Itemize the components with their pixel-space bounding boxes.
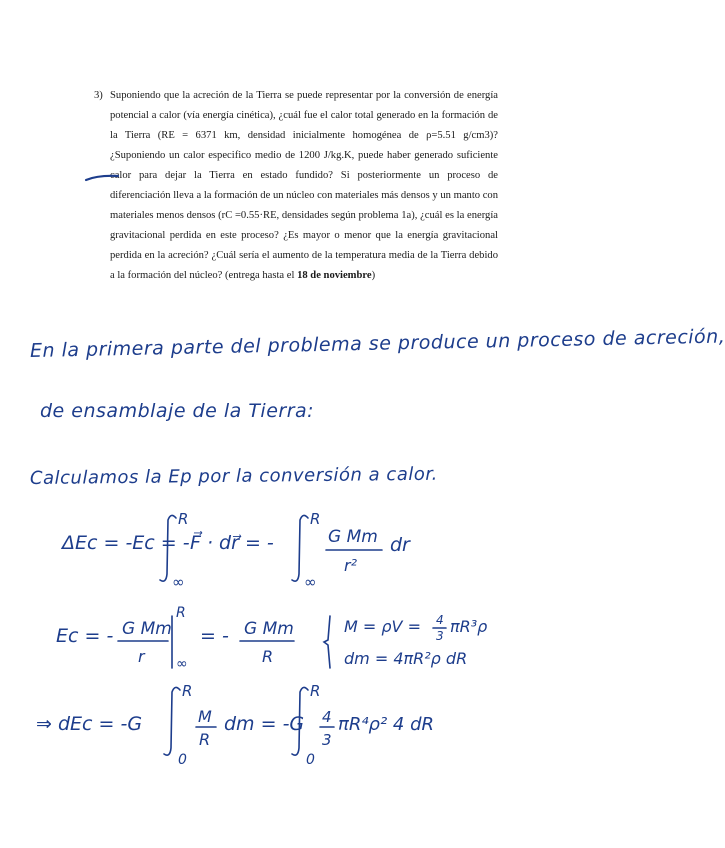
eq3-lhs: ⇒ dEc = -G: [36, 713, 143, 735]
eq2-mass: M = ρV =: [344, 617, 421, 636]
eq2-lower-limit: ∞: [176, 656, 188, 672]
eq2-numerator: G Mm: [122, 619, 172, 639]
eq1-lower-limit: ∞: [172, 573, 185, 591]
eq1-upper-limit-2: R: [310, 510, 321, 528]
problem-number: 3): [94, 90, 103, 101]
problem-main-text: Suponiendo que la acreción de la Tierra se puede representar por la conversión de energía potencial a calor (vía energía cinética), ¿cuál fue el calor total generado en la formación de la Tierra (RE = 6371 km, densidad inicialmente homogénea de ρ=5.51 g/cm3)? ¿Suponiendo un calor especifico medio de 1200 J/kg.K, puede haber generado suficiente calor para dejar la Tierra en estado fundido? Si posteriormente un proceso de diferenciación lleva a la formación de un núcleo con materiales más densos y un manto con materiales menos densos (rC =0.55·RE, densidades según problema 1a), ¿cuál es la energía gravitacional perdida en este proceso? ¿Es mayor o menor que la energía gravitacional perdida en la acreción? ¿Cuál sería el aumento de la temperatura media de la Tierra debido a la formación del núcleo? (entrega hasta el: [110, 90, 499, 281]
eq3-dm: dm = -G: [224, 713, 305, 735]
eq1-denominator: r²: [344, 556, 357, 575]
eq1-lhs: ΔEc = -Ec = -: [62, 532, 190, 554]
eq2-dm: dm = 4πR²ρ dR: [344, 649, 468, 668]
handwritten-line-2: de ensamblaje de la Tierra:: [40, 400, 315, 422]
eq1-dr: dr: [390, 534, 410, 556]
eq3-frac2-num: 4: [322, 708, 332, 726]
eq3-frac2-den: 3: [322, 731, 332, 749]
eq2-lhs: Ec = -: [56, 625, 114, 647]
eq3-lower-limit-2: 0: [306, 752, 315, 768]
eq2-mass-tail: πR³ρ: [450, 617, 488, 636]
handwritten-line-3: Calculamos la Ep por la conversión a calor.: [29, 463, 438, 489]
eq2-upper-limit: R: [176, 605, 186, 621]
eq3-upper-limit: R: [182, 682, 193, 700]
eq3-frac-den: R: [199, 730, 211, 749]
handwritten-line-1: En la primera parte del problema se produce un proceso de acreción,: [29, 325, 725, 362]
eq2-equals: = -: [200, 625, 229, 647]
eq3-tail: πR⁴ρ² 4 dR: [338, 714, 435, 735]
eq3-frac-num: M: [198, 707, 212, 726]
deadline-date: 18 de noviembre: [297, 270, 372, 281]
eq2-rhs-numerator: G Mm: [244, 619, 294, 639]
eq1-lower-limit-2: ∞: [304, 573, 317, 591]
eq3-upper-limit-2: R: [310, 682, 321, 700]
eq3-lower-limit: 0: [178, 752, 187, 768]
eq3-integral: [164, 687, 180, 755]
eq2-rhs-denominator: R: [262, 647, 274, 666]
margin-pen-mark: [86, 176, 118, 180]
eq1-upper-limit: R: [178, 510, 189, 528]
eq2-mass-frac-num: 4: [436, 613, 444, 627]
eq2-denominator: r: [138, 647, 145, 666]
eq2-mass-frac-den: 3: [436, 629, 444, 643]
eq1-middle: F⃗ · dr⃗ = -: [190, 532, 274, 554]
eq1-numerator: G Mm: [328, 527, 378, 547]
problem-closing: ): [371, 270, 376, 281]
eq2-brace: [324, 616, 330, 668]
eq1-integral-2: [292, 515, 308, 581]
